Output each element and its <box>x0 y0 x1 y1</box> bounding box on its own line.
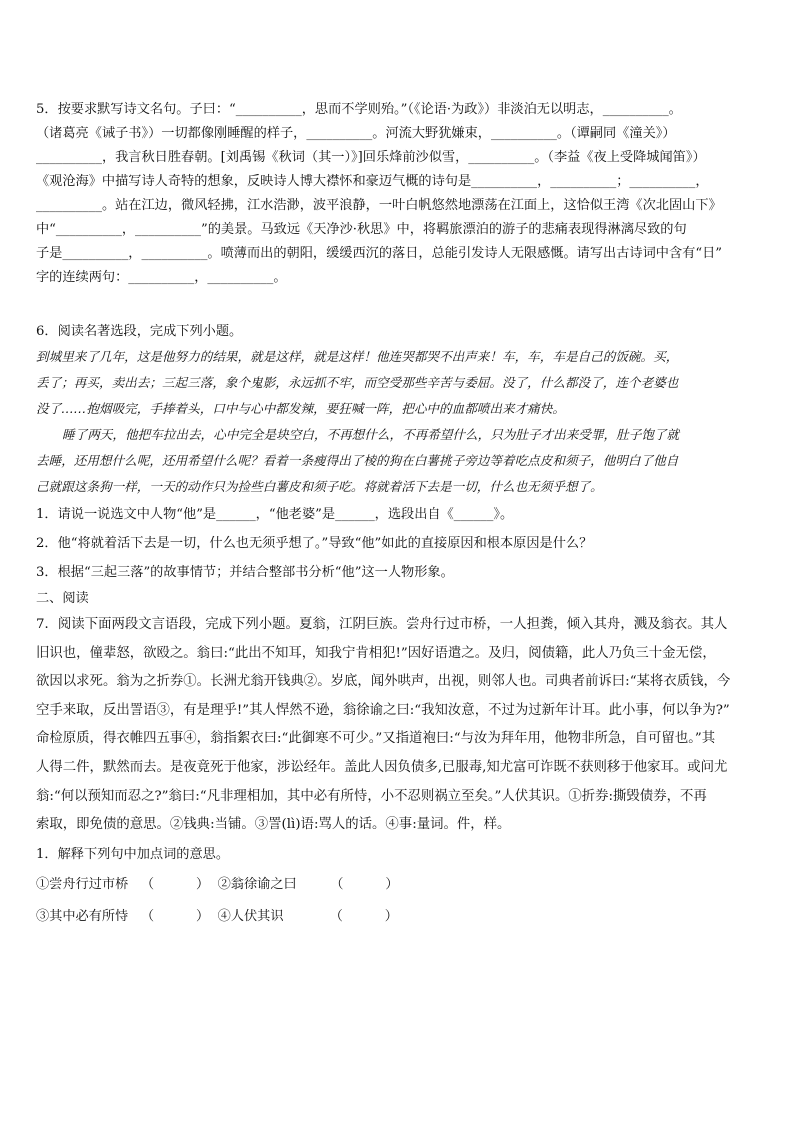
q5-line: __________，我言秋日胜春朝。[刘禹锡《秋词（其一）》]回乐烽前沙似雪，__________。（李益《夜上受降城闻笛》） <box>36 150 706 165</box>
q5-line: 5．按要求默写诗文名句。子曰：“__________，思而不学则殆。”（《论语·为政》）非淡泊无以明志，__________。 <box>36 102 682 117</box>
q6-question: 3．根据“三起三落”的故事情节；并结合整部书分析“他”这一人物形象。 <box>36 565 454 580</box>
q7-line: 翁:“何以预知而忍之?”翁曰:“凡非理相加，其中必有所恃，小不忍则祸立至矣。”人伏其识。①折券:撕毁债券，不再 <box>36 788 707 804</box>
q7-line: 欲因以求死。翁为之折券①。长洲尤翁开钱典②。岁底，闻外哄声，出视，则邻人也。司典者前诉曰:“某将衣质钱，今 <box>36 674 731 690</box>
q5-line: __________。站在江边，微风轻拂，江水浩渺，波平浪静，一叶白帆悠然地漂荡在江面上，这恰似王湾《次北固山下》 <box>36 198 722 213</box>
q7-line: 旧识也，僮辈怒，欲殴之。翁曰:“此出不知耳，知我宁肯相犯!”因好语遣之。及归，阅债籍，此人乃负三十金无偿， <box>36 645 716 661</box>
q7-line: 命检原质，得衣帷四五事④，翁指絮衣曰:“此御寒不可少。”又指道袍曰:“与汝为拜年用，他物非所急，自可留也。”其 <box>36 731 716 747</box>
q7-answer-row: ③其中必有所恃 （ ） ④人伏其识 （ ） <box>36 908 398 924</box>
q6-passage-line: 没了……抱烟吸完，手捧着头，口中与心中都发辣，要狂喊一阵，把心中的血都喷出来才痛快。 <box>36 401 565 416</box>
q5-line: 《观沧海》中描写诗人奇特的想象，反映诗人博大襟怀和豪迈气概的诗句是__________，__________；__________， <box>36 174 709 189</box>
q6-heading: 6．阅读名著选段，完成下列小题。 <box>36 324 243 339</box>
question-5 <box>36 98 778 290</box>
q7-line: 空手来取，反出詈语③，有是理乎!”其人悍然不逊，翁徐谕之曰:“我知汝意，不过为过新年计耳。此小事，何以争为?” <box>36 702 730 718</box>
q5-line: 中“__________，__________”的美景。马致远《天净沙·秋思》中，将羁旅漂泊的游子的悲痛表现得淋漓尽致的句 <box>36 222 687 237</box>
spacer <box>36 290 778 320</box>
q6-passage-line: 丢了；再买，卖出去；三起三落，象个鬼影，永远抓不牢，而空受那些辛苦与委屈。没了，什么都没了，连个老婆也 <box>36 375 679 390</box>
question-7 <box>36 611 778 933</box>
q6-passage-line: 睡了两天，他把车拉出去，心中完全是块空白，不再想什么，不再希望什么，只为肚子才出来受罪，肚子饱了就 <box>62 427 680 442</box>
exam-page <box>36 98 778 933</box>
q7-line: 索取，即免债的意思。②钱典:当铺。③詈(lì)语:骂人的话。④事:量词。件，样。 <box>36 817 511 833</box>
q6-passage-line: 己就跟这条狗一样，一天的动作只为捡些白薯皮和须子吃。将就着活下去是一切，什么也无须乎想了。 <box>36 479 603 494</box>
q5-line: 子是__________，__________。喷薄而出的朝阳，缓缓西沉的落日，总能引发诗人无限感慨。请写出古诗词中含有“日” <box>36 246 723 261</box>
q7-line: 人得二件，默然而去。是夜竟死于他家，涉讼经年。盖此人因负债多,已服毒,知尤富可诈既不获则移于他家耳。或问尤 <box>36 759 728 775</box>
q7-line: 7．阅读下面两段文言语段，完成下列小题。夏翁，江阴巨族。尝舟行过市桥，一人担粪，倾入其舟，溅及翁衣。其人 <box>36 617 728 632</box>
q6-question: 1．请说一说选文中人物“他”是______，“他老婆”是______，选段出自《______》。 <box>36 507 514 522</box>
q6-question: 2．他“将就着活下去是一切，什么也无须乎想了。”导致“他”如此的直接原因和根本原因是什么？ <box>36 536 593 551</box>
q6-passage-line: 到城里来了几年，这是他努力的结果，就是这样，就是这样！他连哭都哭不出声来！车，车，车是自己的饭碗。买， <box>36 349 679 364</box>
q6-passage-line: 去睡，还用想什么呢，还用希望什么呢？看着一条瘦得出了棱的狗在白薯挑子旁边等着吃点皮和须子，他明白了他自 <box>36 453 679 468</box>
q5-line: 字的连续两句：__________，__________。 <box>36 270 287 285</box>
q7-sub-heading: 1．解释下列句中加点词的意思。 <box>36 846 230 862</box>
q5-line: （诸葛亮《诫子书》）一切都像刚睡醒的样子，__________。河流大野犹嫌束，__________。（谭嗣同《潼关》） <box>36 126 676 141</box>
section-heading: 二、阅读 <box>36 591 89 606</box>
q7-answer-row: ①尝舟行过市桥 （ ） ②翁徐谕之曰 （ ） <box>36 876 399 892</box>
question-6 <box>36 320 778 587</box>
